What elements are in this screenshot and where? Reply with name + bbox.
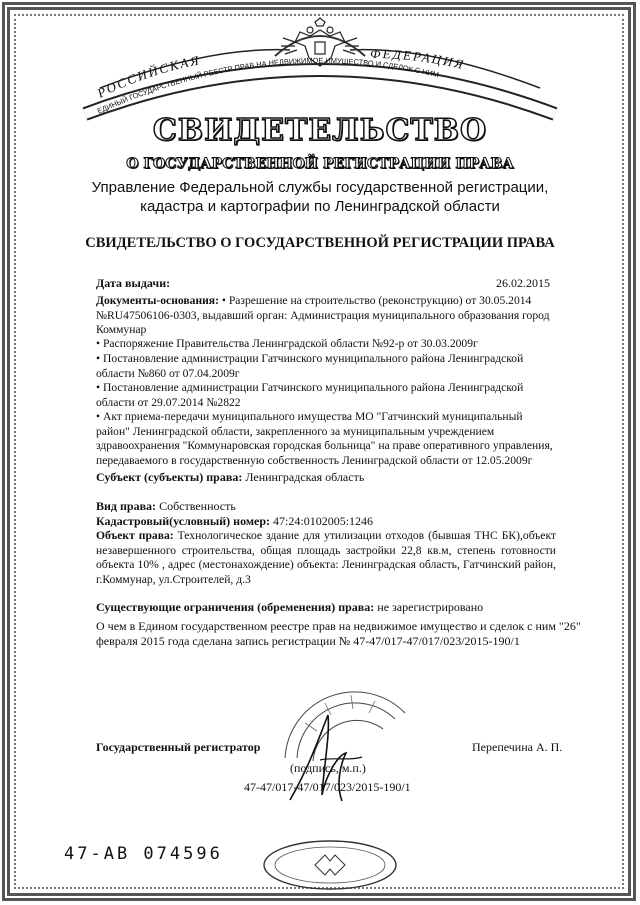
registrar-label: Государственный регистратор <box>96 740 261 754</box>
form-serial-number: 47-АВ 074596 <box>64 844 223 864</box>
bottom-emblem <box>255 835 405 893</box>
subject-label: Субъект (субъекты) права: <box>96 470 243 484</box>
basis-item: • Акт приема-передачи муниципального имущества МО "Гатчинский муниципальный район" Ленинградской области, закрепленного за муниципальным учреждением здравоохранения "Коммунаровская городская больница" на праве оперативного управления, передаваемого в государственную собственность Ленинградской области от 12.05.2009г <box>96 410 553 467</box>
object-row <box>96 529 556 587</box>
handwritten-signature <box>250 705 400 815</box>
record-line-2: февраля 2015 года сделана запись регистрации № 47-47/017-47/017/023/2015-190/1 <box>96 634 520 648</box>
basis-label: Документы-основания: <box>96 294 219 307</box>
record-line-1: О чем в Едином государственном реестре прав на недвижимое имущество и сделок с ним "26" <box>96 619 581 633</box>
signature-caption: (подпись, м.п.) <box>290 761 366 775</box>
basis-item: • Постановление администрации Гатчинского муниципального района Ленинградской области от 29.07.2014 №2822 <box>96 381 524 409</box>
page-subtitle: О ГОСУДАРСТВЕННОЙ РЕГИСТРАЦИИ ПРАВА <box>126 156 514 172</box>
cadastral-value: 47:24:0102005:1246 <box>273 514 374 528</box>
agency-line-1: Управление Федеральной службы государственной регистрации, <box>91 179 549 196</box>
right-type-label: Вид права: <box>96 499 157 513</box>
issue-date-value: 26.02.2015 <box>496 276 550 290</box>
subject-value: Ленинградская область <box>245 470 365 484</box>
object-value: Технологическое здание для утилизации отходов (бывшая ТНС БК),объект незавершенного строительства, общая площадь застройки 22,8 кв.м, степень готовности объекта 10% , адрес (местонахождение) объекта: Ленинградская область, Гатчинский район, г.Коммунар, ул.Строителей, д.3 <box>96 529 556 586</box>
restrictions-label: Существующие ограничения (обременения) права: <box>96 600 375 614</box>
object-label: Объект права: <box>96 529 174 542</box>
certificate-heading: СВИДЕТЕЛЬСТВО О ГОСУДАРСТВЕННОЙ РЕГИСТРАЦИИ ПРАВА <box>85 235 555 251</box>
registrar-name: Перепечина А. П. <box>472 740 563 754</box>
page-title: СВИДЕТЕЛЬСТВО <box>152 113 488 148</box>
banner-left-text: РОССИЙСКАЯ <box>94 52 202 101</box>
restrictions-value: не зарегистрировано <box>377 600 484 614</box>
issue-date-label: Дата выдачи: <box>96 276 171 290</box>
agency-name <box>80 178 560 216</box>
cadastral-label: Кадастровый(условный) номер: <box>96 514 271 528</box>
right-type-value: Собственность <box>159 499 236 513</box>
record-number: 47-47/017-47/017/023/2015-190/1 <box>244 780 411 794</box>
basis-item: • Постановление администрации Гатчинского муниципального района Ленинградской области №860 от 07.04.2009г <box>96 352 524 380</box>
banner-right-text: ФЕДЕРАЦИЯ <box>369 45 467 73</box>
restrictions-row <box>96 600 483 615</box>
basis-item <box>96 294 556 338</box>
basis-item: • Распоряжение Правительства Ленинградской области №92-р от 30.03.2009г <box>96 337 478 350</box>
cadastral-row <box>96 514 373 529</box>
subject-row <box>96 470 364 485</box>
agency-line-2: кадастра и картографии по Ленинградской области <box>140 198 500 215</box>
coat-of-arms-icon <box>265 16 375 78</box>
right-type-row <box>96 499 236 514</box>
banner-ribbon-text: ЕДИНЫЙ ГОСУДАРСТВЕННЫЙ РЕЕСТР ПРАВ НА НЕДВИЖИМОЕ ИМУЩЕСТВО И СДЕЛОК С НИМ <box>95 55 440 116</box>
basis-text: • Разрешение на строительство (реконструкцию) от 30.05.2014 №RU47506106-0303, выдавший орган: Администрация муниципального образования город Коммунар <box>96 294 550 336</box>
